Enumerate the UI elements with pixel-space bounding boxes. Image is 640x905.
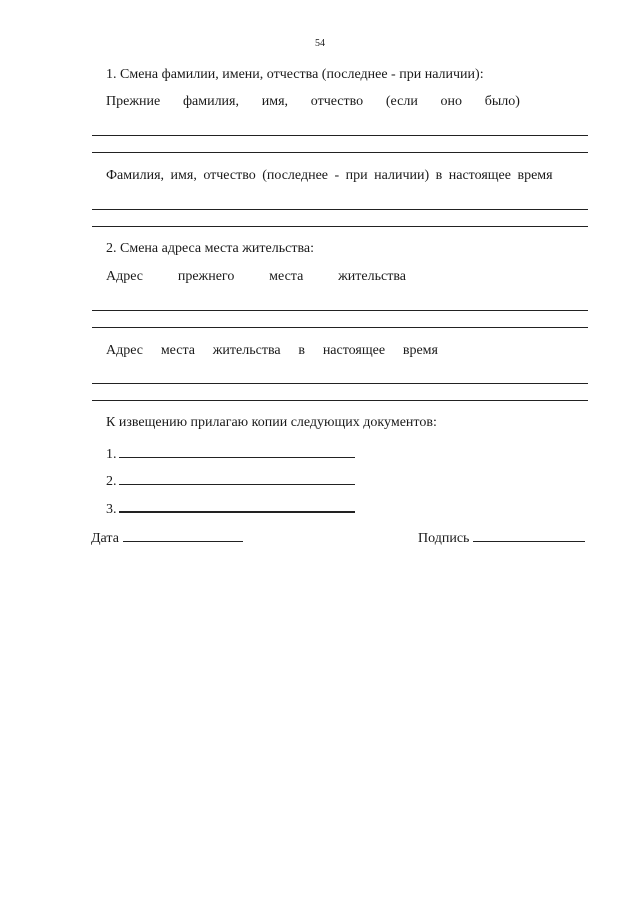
attachment-fill-line[interactable]: [119, 470, 355, 485]
fill-line[interactable]: [92, 226, 588, 227]
attachment-item-3: [106, 497, 355, 519]
attachment-number: 1.: [106, 447, 117, 462]
word: места: [269, 269, 304, 284]
word: Адрес: [106, 343, 144, 358]
word: оно: [440, 94, 463, 109]
section1-heading: 1. Смена фамилии, имени, отчества (последнее - при наличии):: [106, 67, 484, 82]
page-number: 54: [315, 38, 325, 49]
word: жительства: [338, 269, 406, 284]
attachments-heading: К извещению прилагаю копии следующих документов:: [106, 415, 437, 430]
word: Адрес: [106, 269, 144, 284]
word: прежнего: [177, 269, 235, 284]
word: места: [160, 343, 195, 358]
fill-line[interactable]: [92, 383, 588, 384]
section1-current-label: Фамилия, имя, отчество (последнее - при наличии) в настоящее время: [106, 168, 553, 183]
signature-label: Подпись: [418, 531, 470, 546]
signature-line[interactable]: [473, 527, 585, 542]
word: настоящее: [322, 343, 386, 358]
word: время: [402, 343, 438, 358]
word: фамилия,: [182, 94, 239, 109]
date-field: [91, 527, 243, 548]
fill-line[interactable]: [92, 310, 588, 311]
word: имя,: [261, 94, 289, 109]
word: (если: [385, 94, 418, 109]
attachment-number: 3.: [106, 502, 117, 517]
section2-heading: 2. Смена адреса места жительства:: [106, 241, 314, 256]
date-label: Дата: [91, 531, 119, 546]
word: в: [298, 343, 306, 358]
attachment-fill-line[interactable]: [119, 497, 355, 513]
fill-line[interactable]: [92, 152, 588, 153]
section1-previous-label: [106, 93, 520, 111]
section2-current-label: [106, 342, 438, 360]
signature-field: [418, 527, 585, 548]
attachment-number: 2.: [106, 474, 117, 489]
attachment-item-1: [106, 443, 355, 464]
word: жительства: [212, 343, 281, 358]
fill-line[interactable]: [92, 209, 588, 210]
section2-previous-label: [106, 268, 406, 286]
fill-line[interactable]: [92, 327, 588, 328]
attachment-fill-line[interactable]: [119, 443, 355, 458]
date-line[interactable]: [123, 527, 243, 542]
word: было): [484, 94, 520, 109]
word: отчество: [310, 94, 364, 109]
fill-line[interactable]: [92, 135, 588, 136]
attachment-item-2: [106, 470, 355, 491]
word: Прежние: [106, 94, 161, 109]
fill-line[interactable]: [92, 400, 588, 401]
